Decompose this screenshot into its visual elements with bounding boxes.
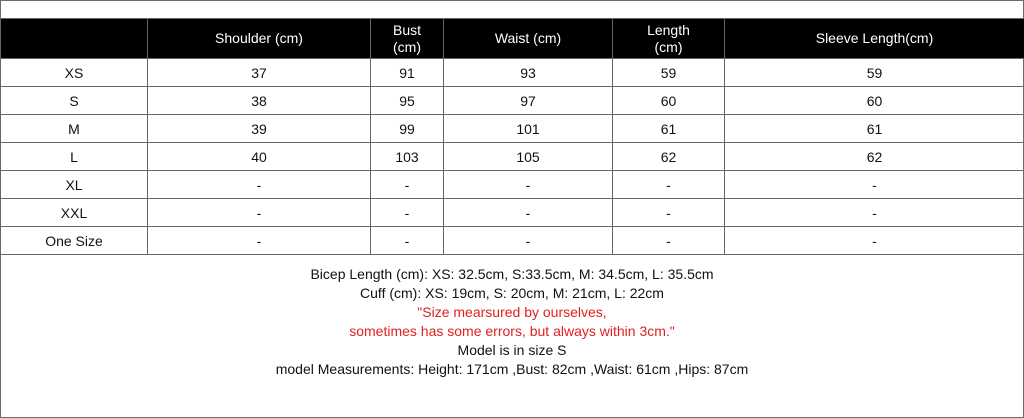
table-cell: - — [371, 199, 444, 227]
table-cell: 99 — [371, 115, 444, 143]
table-cell: 97 — [444, 87, 613, 115]
size-label-cell: M — [1, 115, 148, 143]
size-label-cell: XS — [1, 59, 148, 87]
table-cell: - — [148, 171, 371, 199]
size-notes — [0, 265, 1024, 379]
table-cell: 59 — [725, 59, 1024, 87]
table-cell: - — [725, 171, 1024, 199]
table-cell: - — [444, 199, 613, 227]
header-shoulder: Shoulder (cm) — [148, 19, 371, 59]
header-bust-label: Bust (cm) — [392, 21, 421, 55]
table-cell: 62 — [725, 143, 1024, 171]
table-cell: - — [725, 199, 1024, 227]
table-cell: 60 — [725, 87, 1024, 115]
table-cell: - — [444, 171, 613, 199]
size-label-cell: XL — [1, 171, 148, 199]
table-cell: 103 — [371, 143, 444, 171]
header-waist: Waist (cm) — [444, 19, 613, 59]
table-cell: - — [148, 199, 371, 227]
table-cell: 93 — [444, 59, 613, 87]
model-measurements-note: model Measurements: Height: 171cm ,Bust: 82cm ,Waist: 61cm ,Hips: 87cm — [275, 361, 749, 377]
table-header-row — [1, 19, 1024, 59]
model-size-note: Model is in size S — [457, 342, 567, 358]
table-cell: 91 — [371, 59, 444, 87]
table-cell: 59 — [613, 59, 725, 87]
table-cell: - — [613, 227, 725, 255]
size-label-cell: L — [1, 143, 148, 171]
header-size — [1, 19, 148, 59]
table-cell: 62 — [613, 143, 725, 171]
size-label-cell: One Size — [1, 227, 148, 255]
table-cell: - — [371, 171, 444, 199]
size-label-cell: XXL — [1, 199, 148, 227]
table-cell: 40 — [148, 143, 371, 171]
table-row — [1, 59, 1024, 87]
table-row — [1, 199, 1024, 227]
table-cell: 105 — [444, 143, 613, 171]
header-length — [613, 19, 725, 59]
table-cell: - — [371, 227, 444, 255]
table-row — [1, 227, 1024, 255]
table-cell: 101 — [444, 115, 613, 143]
measurement-warning-line-2: sometimes has some errors, but always within 3cm." — [349, 323, 675, 339]
table-cell: 37 — [148, 59, 371, 87]
table-row — [1, 87, 1024, 115]
header-length-label: Length (cm) — [647, 21, 690, 55]
table-row — [1, 171, 1024, 199]
size-chart-table — [0, 18, 1024, 255]
table-cell: 60 — [613, 87, 725, 115]
table-cell: - — [444, 227, 613, 255]
table-cell: 61 — [613, 115, 725, 143]
table-cell: - — [613, 171, 725, 199]
table-cell: - — [613, 199, 725, 227]
table-row — [1, 143, 1024, 171]
header-bust — [371, 19, 444, 59]
table-cell: 95 — [371, 87, 444, 115]
header-sleeve-length: Sleeve Length(cm) — [725, 19, 1024, 59]
table-cell: 39 — [148, 115, 371, 143]
table-cell: - — [148, 227, 371, 255]
table-cell: - — [725, 227, 1024, 255]
measurement-warning-line-1: "Size mearsured by ourselves, — [417, 304, 607, 320]
table-cell: 61 — [725, 115, 1024, 143]
size-label-cell: S — [1, 87, 148, 115]
table-row — [1, 115, 1024, 143]
bicep-length-note: Bicep Length (cm): XS: 32.5cm, S:33.5cm, M: 34.5cm, L: 35.5cm — [310, 266, 714, 282]
table-cell: 38 — [148, 87, 371, 115]
cuff-note: Cuff (cm): XS: 19cm, S: 20cm, M: 21cm, L: 22cm — [360, 285, 664, 301]
